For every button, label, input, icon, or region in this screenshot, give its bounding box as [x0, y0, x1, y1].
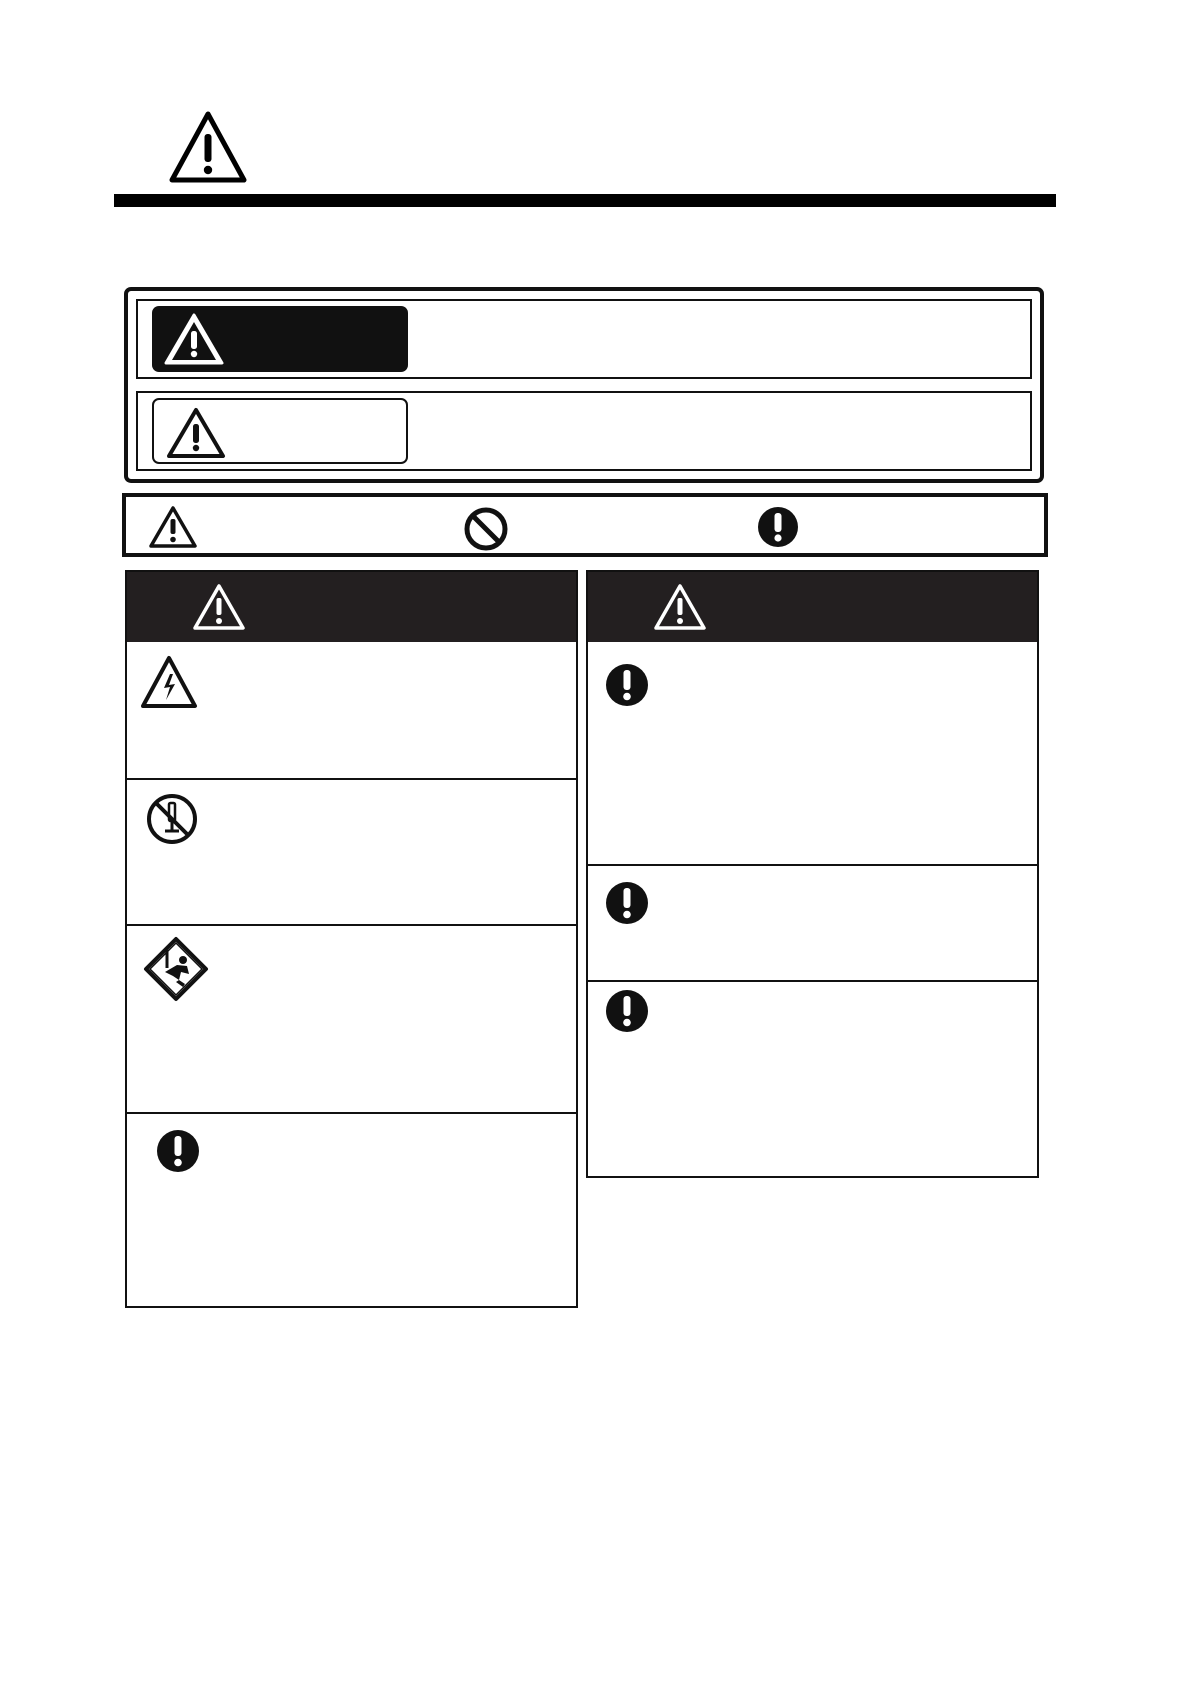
warning-panel-right	[586, 570, 1039, 1178]
list-item	[127, 924, 576, 1114]
signal-row-caution	[136, 391, 1032, 471]
warning-triangle-icon	[148, 505, 198, 549]
mandatory-action-icon	[604, 880, 650, 926]
list-item	[588, 980, 1037, 1176]
warning-triangle-icon	[164, 405, 228, 461]
warning-triangle-icon	[162, 311, 226, 367]
signal-word-box	[124, 287, 1044, 483]
header-warning-icon	[168, 110, 248, 186]
signal-row-warning	[136, 299, 1032, 379]
list-item	[127, 1112, 576, 1308]
warning-triangle-icon	[652, 582, 708, 632]
list-item	[588, 642, 1037, 866]
warning-panel-left	[125, 570, 578, 1308]
prohibition-icon	[462, 505, 510, 553]
header-rule	[114, 194, 1056, 207]
warning-triangle-icon	[191, 582, 247, 632]
mandatory-action-icon	[756, 505, 800, 549]
symbol-legend-bar	[122, 493, 1048, 557]
mandatory-action-icon	[604, 988, 650, 1034]
mandatory-action-icon	[155, 1128, 201, 1174]
no-disassembly-icon	[145, 792, 199, 846]
warning-label	[152, 306, 408, 372]
list-item	[588, 864, 1037, 982]
panel-header	[127, 572, 576, 642]
caution-description	[424, 403, 1018, 459]
list-item	[127, 642, 576, 780]
panel-header	[588, 572, 1037, 642]
list-item	[127, 778, 576, 926]
electric-shock-icon	[139, 654, 199, 710]
fall-hazard-icon	[143, 936, 209, 1002]
mandatory-action-icon	[604, 662, 650, 708]
warning-description	[424, 311, 1018, 367]
caution-label	[152, 398, 408, 464]
